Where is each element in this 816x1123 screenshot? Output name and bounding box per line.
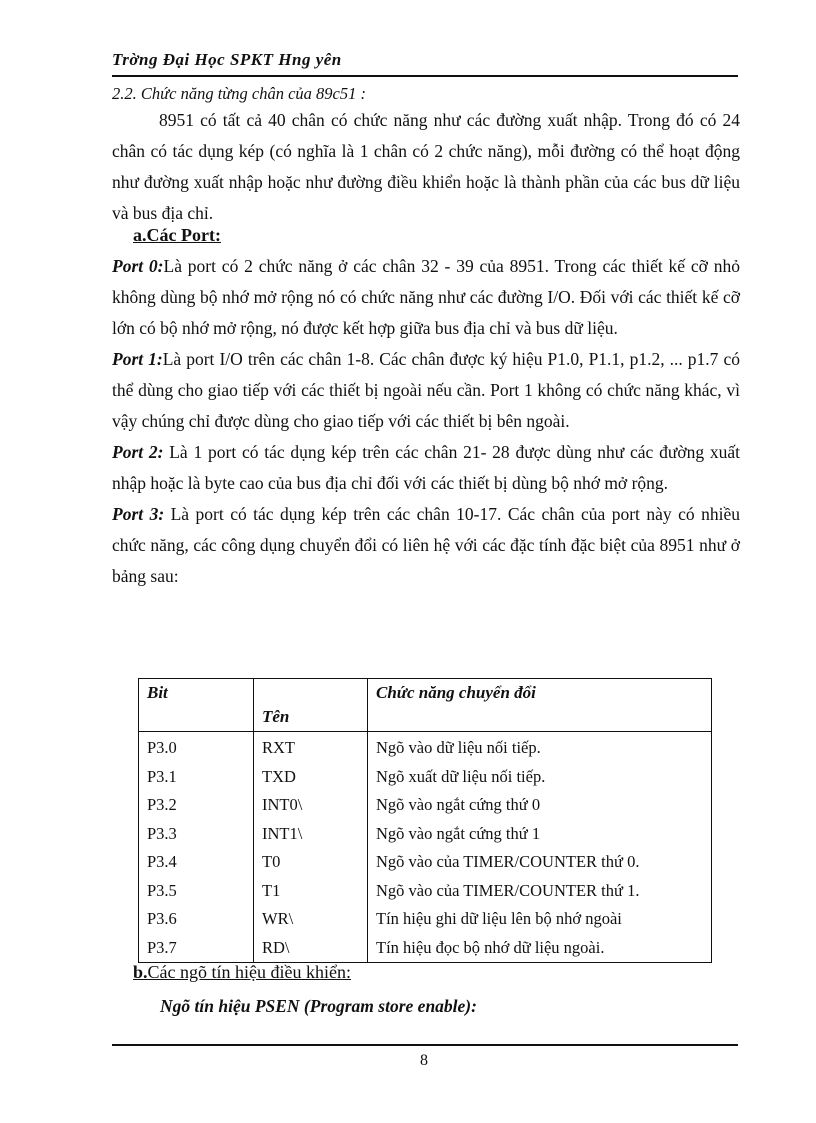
- cell-function: Ngõ xuất dữ liệu nối tiếp.: [368, 763, 712, 792]
- cell-name: WR\: [254, 905, 368, 934]
- cell-function: Ngõ vào của TIMER/COUNTER thứ 1.: [368, 877, 712, 906]
- cell-function: Tín hiệu đọc bộ nhớ dữ liệu ngoài.: [368, 934, 712, 963]
- port-1-label: Port 1:: [112, 349, 163, 369]
- header-function: Chức năng chuyển đổi: [368, 679, 712, 732]
- ports-description: [112, 251, 740, 592]
- port-2-text: Là 1 port có tác dụng kép trên các chân 21- 28 được dùng như các đường xuất nhập hoặc là byte cao của bus địa chỉ đối với các thiết bị dùng bộ nhớ mở rộng.: [112, 442, 740, 493]
- port-3-paragraph: [112, 499, 740, 592]
- header-name: Tên: [254, 679, 368, 732]
- port-3-text: Là port có tác dụng kép trên các chân 10-17. Các chân của port này có nhiều chức năng, các công dụng chuyển đổi có liên hệ với các đặc tính đặc biệt của 8951 như ở bảng sau:: [112, 504, 740, 586]
- table-row: [139, 934, 712, 963]
- cell-function: Ngõ vào dữ liệu nối tiếp.: [368, 732, 712, 763]
- table-row: [139, 732, 712, 763]
- cell-function: Ngõ vào ngắt cứng thứ 1: [368, 820, 712, 849]
- table-row: [139, 848, 712, 877]
- table-header-row: [139, 679, 712, 732]
- cell-name: INT0\: [254, 791, 368, 820]
- port-0-paragraph: [112, 251, 740, 344]
- cell-bit: P3.7: [139, 934, 254, 963]
- cell-function: Tín hiệu ghi dữ liệu lên bộ nhớ ngoài: [368, 905, 712, 934]
- page-header: Trờng Đại Học SPKT Hng yên: [112, 50, 342, 69]
- cell-bit: P3.0: [139, 732, 254, 763]
- table-row: [139, 763, 712, 792]
- cell-bit: P3.4: [139, 848, 254, 877]
- port3-function-table: [138, 678, 712, 963]
- cell-name: RD\: [254, 934, 368, 963]
- port-0-text: Là port có 2 chức năng ở các chân 32 - 39 của 8951. Trong các thiết kế cỡ nhỏ không dùng bộ nhớ mở rộng nó có chức năng như các đường I/O. Đối với các thiết kế cỡ lớn có bộ nhớ mở rộng, nó được kết hợp giữa bus địa chỉ và bus dữ liệu.: [112, 256, 740, 338]
- footer-rule: [112, 1044, 738, 1046]
- cell-bit: P3.2: [139, 791, 254, 820]
- cell-function: Ngõ vào của TIMER/COUNTER thứ 0.: [368, 848, 712, 877]
- psen-heading: Ngõ tín hiệu PSEN (Program store enable):: [160, 996, 477, 1016]
- cell-name: T1: [254, 877, 368, 906]
- intro-paragraph: 8951 có tất cả 40 chân có chức năng như các đường xuất nhập. Trong đó có 24 chân có tác dụng kép (có nghĩa là 1 chân có 2 chức năng), mỗi đường có thể hoạt động như đường xuất nhập hoặc như đường điều khiển hoặc là thành phần của các bus dữ liệu và bus địa chỉ.: [112, 110, 740, 223]
- port-3-label: Port 3:: [112, 504, 165, 524]
- cell-bit: P3.1: [139, 763, 254, 792]
- port-1-text: Là port I/O trên các chân 1-8. Các chân được ký hiệu P1.0, P1.1, p1.2, ... p1.7 có thể dùng cho giao tiếp với các thiết bị ngoài nếu cần. Port 1 không có chức năng khác, vì vậy chúng chỉ được dùng cho giao tiếp với các thiết bị bên ngoài.: [112, 349, 740, 431]
- heading-control-prefix: b.: [133, 962, 148, 982]
- section-title: 2.2. Chức năng từng chân của 89c51 :: [112, 84, 367, 103]
- cell-bit: P3.3: [139, 820, 254, 849]
- port-2-paragraph: [112, 437, 740, 499]
- page-number: 8: [420, 1052, 428, 1069]
- table-row: [139, 905, 712, 934]
- heading-ports: a.Các Port:: [133, 225, 221, 245]
- table-row: [139, 820, 712, 849]
- cell-bit: P3.5: [139, 877, 254, 906]
- heading-control-signals: [133, 962, 351, 983]
- cell-name: RXT: [254, 732, 368, 763]
- cell-bit: P3.6: [139, 905, 254, 934]
- cell-name: T0: [254, 848, 368, 877]
- cell-name: INT1\: [254, 820, 368, 849]
- cell-name: TXD: [254, 763, 368, 792]
- port-2-label: Port 2:: [112, 442, 164, 462]
- cell-function: Ngõ vào ngắt cứng thứ 0: [368, 791, 712, 820]
- heading-control-text: Các ngõ tín hiệu điều khiển:: [147, 962, 351, 982]
- port-1-paragraph: [112, 344, 740, 437]
- port-0-label: Port 0:: [112, 256, 164, 276]
- table-row: [139, 791, 712, 820]
- header-bit: Bit: [139, 679, 254, 732]
- table-row: [139, 877, 712, 906]
- header-rule: [112, 75, 738, 77]
